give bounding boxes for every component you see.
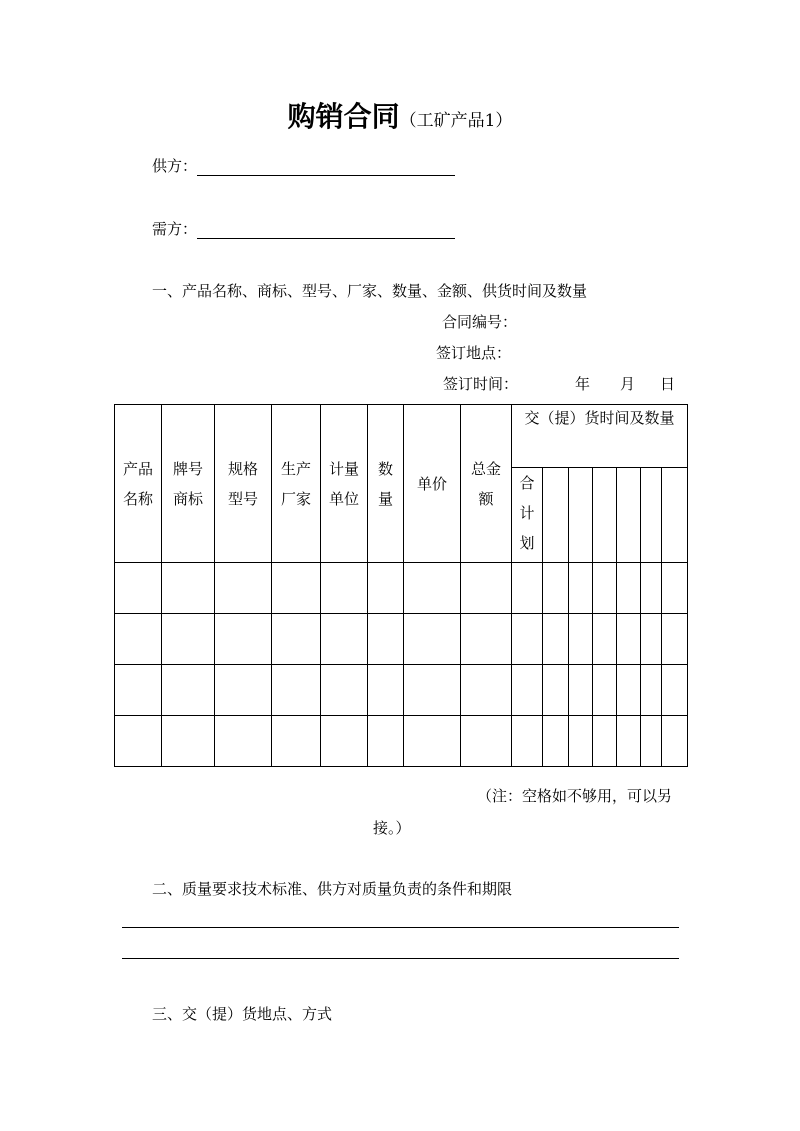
table-cell[interactable] — [641, 468, 662, 563]
section3-heading: 三、交（提）货地点、方式 — [152, 1005, 333, 1023]
answer-line[interactable] — [122, 927, 679, 928]
title-main: 购销合同 — [287, 100, 400, 133]
buyer-label: 需方： — [152, 220, 198, 238]
supplier-field[interactable] — [197, 161, 455, 176]
title-sub: （工矿产品1） — [399, 111, 513, 131]
header-unit: 计量单位 — [321, 405, 368, 563]
section1-heading: 一、产品名称、商标、型号、厂家、数量、金额、供货时间及数量 — [152, 282, 588, 300]
sign-time-row — [443, 374, 675, 394]
note-line-1: （注：空格如不够用，可以另 — [476, 787, 672, 805]
header-plan-total: 合计划 — [512, 468, 543, 563]
table-cell[interactable] — [543, 468, 569, 563]
header-total: 总金额 — [461, 405, 512, 563]
table-row — [115, 665, 688, 716]
note-line-2: 接。） — [373, 819, 411, 837]
table-cell[interactable] — [662, 468, 688, 563]
header-brand: 牌号商标 — [162, 405, 215, 563]
table-cell[interactable] — [617, 468, 641, 563]
sign-place-label: 签订地点： — [436, 344, 512, 362]
day-label: 日 — [660, 375, 676, 393]
supplier-row — [152, 156, 455, 176]
header-spec: 规格型号 — [215, 405, 272, 563]
product-table — [114, 404, 688, 767]
contract-no-label: 合同编号： — [442, 313, 518, 331]
header-unit-price: 单价 — [404, 405, 461, 563]
answer-line[interactable] — [122, 958, 679, 959]
year-label: 年 — [575, 375, 591, 393]
header-product-name: 产品名称 — [115, 405, 162, 563]
section2-heading: 二、质量要求技术标准、供方对质量负责的条件和期限 — [152, 880, 513, 898]
table-cell[interactable] — [569, 468, 593, 563]
table-cell[interactable] — [593, 468, 617, 563]
table-row — [115, 716, 688, 767]
supplier-label: 供方： — [152, 157, 198, 175]
header-manufacturer: 生产厂家 — [272, 405, 321, 563]
document-title — [0, 97, 800, 141]
buyer-field[interactable] — [197, 224, 455, 239]
header-delivery: 交（提）货时间及数量 — [512, 405, 688, 468]
month-label: 月 — [620, 375, 636, 393]
header-quantity: 数量 — [368, 405, 404, 563]
sign-time-label: 签订时间： — [443, 375, 519, 393]
table-row — [115, 563, 688, 614]
table-row — [115, 614, 688, 665]
buyer-row — [152, 219, 455, 239]
